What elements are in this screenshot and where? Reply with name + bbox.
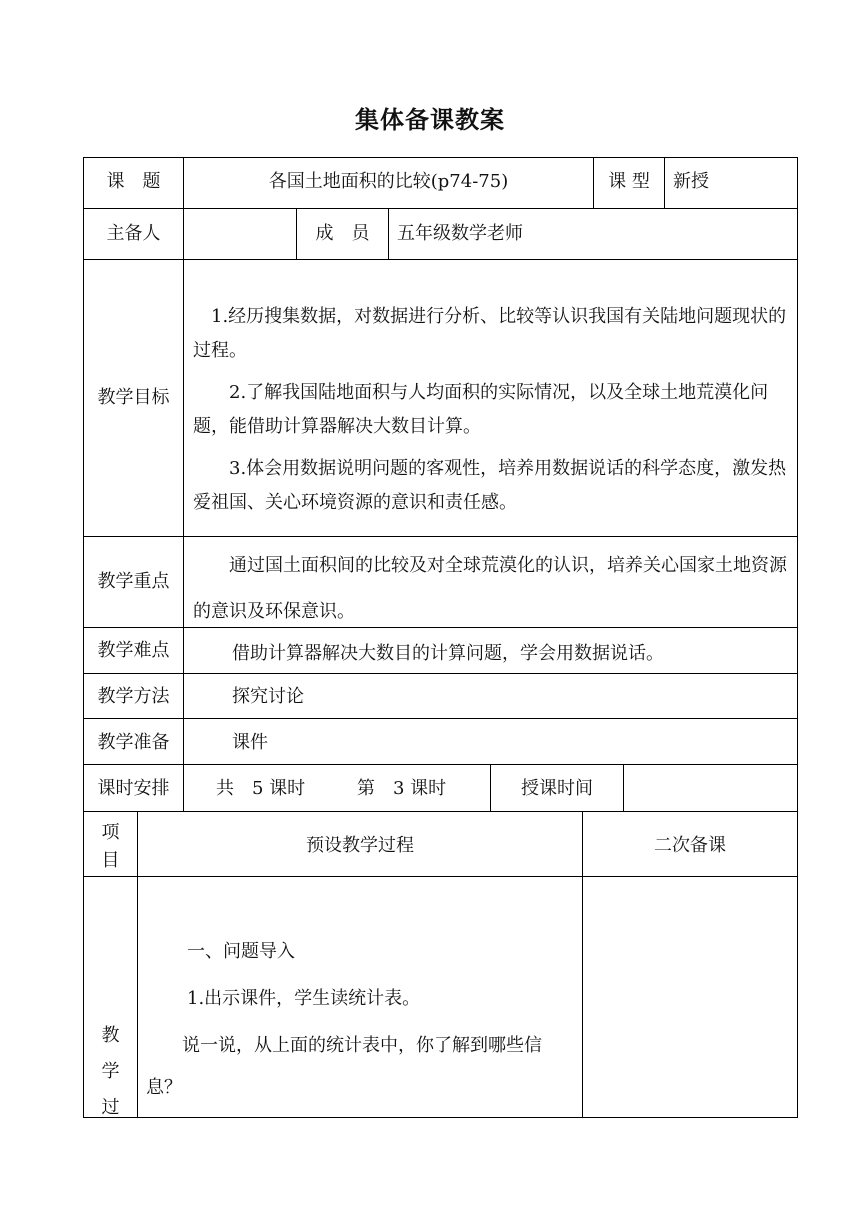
goal-item: 1.经历搜集数据，对数据进行分析、比较等认识我国有关陆地问题现状的过程。 — [193, 306, 787, 361]
item-header — [84, 819, 137, 875]
table-rule — [388, 208, 389, 259]
key-points-label: 教学重点 — [97, 571, 170, 592]
difficulty-label: 教学难点 — [97, 640, 170, 661]
process-question — [146, 1025, 574, 1109]
table-rule — [664, 157, 665, 208]
method-label: 教学方法 — [97, 686, 170, 707]
document-title: 集体备课教案 — [355, 106, 505, 134]
table-rule — [83, 259, 798, 260]
key-points-text — [193, 543, 789, 635]
table-rule — [83, 536, 798, 537]
table-rule — [623, 764, 624, 811]
item-header-char: 目 — [101, 850, 120, 871]
method-text: 探究讨论 — [232, 686, 304, 707]
preparer-label: 主备人 — [106, 223, 161, 244]
key-points-paragraph: 通过国土面积间的比较及对全球荒漠化的认识，培养关心国家土地资源的意识及环保意识。 — [193, 555, 787, 622]
table-rule — [83, 718, 798, 719]
side-label-char: 过 — [101, 1097, 120, 1118]
difficulty-text: 借助计算器解决大数目的计算问题，学会用数据说话。 — [232, 643, 664, 664]
section-heading: 一、问题导入 — [187, 941, 295, 962]
process-step: 1.出示课件，学生读统计表。 — [187, 988, 421, 1009]
table-rule — [83, 157, 798, 158]
class-time-label: 授课时间 — [521, 778, 593, 799]
item-header-char: 项 — [101, 822, 120, 843]
table-rule — [183, 157, 184, 811]
table-rule — [83, 1117, 798, 1118]
table-rule — [83, 811, 798, 812]
members-label: 成 员 — [315, 223, 370, 244]
total-periods: 共 5 课时 — [216, 778, 306, 799]
goal-item: 2.了解我国陆地面积与人均面积的实际情况，以及全球土地荒漠化问题，能借助计算器解决大数目计算。 — [193, 382, 769, 437]
preparation-text: 课件 — [232, 732, 268, 753]
schedule-label: 课时安排 — [97, 778, 170, 799]
table-rule — [83, 876, 798, 877]
side-label-char: 学 — [101, 1061, 120, 1082]
goals-label: 教学目标 — [97, 387, 170, 408]
side-label-char: 教 — [101, 1025, 120, 1046]
goal-item: 3.体会用数据说明问题的客观性，培养用数据说话的科学态度，激发热爱祖国、关心环境资源的意识和责任感。 — [193, 458, 787, 513]
lesson-type-label: 课 型 — [608, 171, 650, 192]
members-value: 五年级数学老师 — [397, 223, 523, 244]
table-rule — [797, 157, 798, 1118]
second-prep-header: 二次备课 — [654, 835, 726, 856]
table-rule — [83, 764, 798, 765]
table-rule — [83, 673, 798, 674]
goals-content — [193, 300, 789, 528]
process-header: 预设教学过程 — [306, 835, 414, 856]
process-side-label — [84, 1018, 137, 1126]
process-question-text: 说一说，从上面的统计表中，你了解到哪些信息？ — [146, 1035, 542, 1098]
current-period: 第 3 课时 — [357, 778, 447, 799]
lesson-type-value: 新授 — [673, 171, 709, 192]
table-rule — [83, 157, 84, 1118]
topic-label: 课 题 — [106, 171, 161, 192]
table-rule — [83, 208, 798, 209]
topic-value: 各国土地面积的比较(p74-75) — [268, 171, 509, 192]
preparation-label: 教学准备 — [97, 732, 170, 753]
